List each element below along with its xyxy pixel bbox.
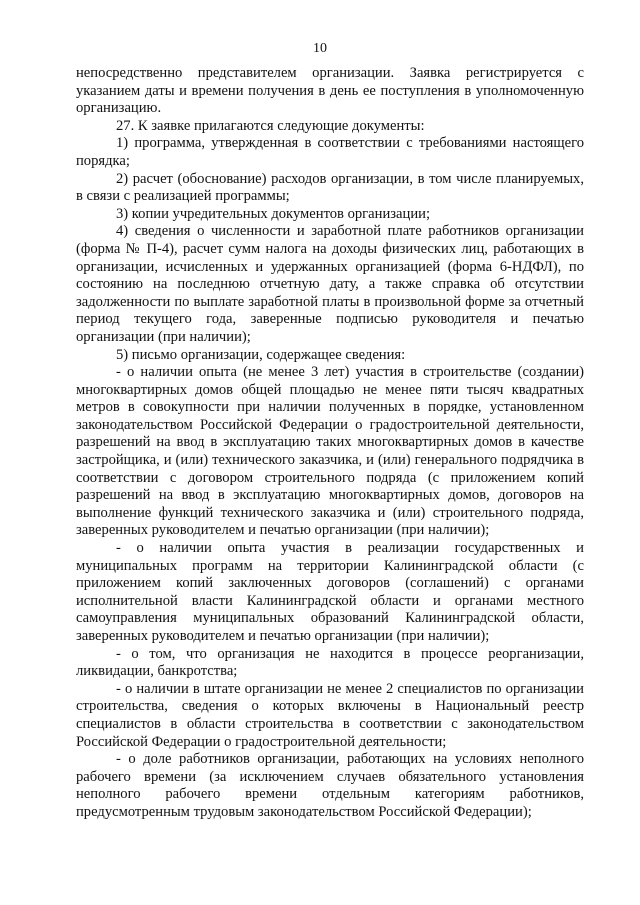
paragraph: - о наличии опыта (не менее 3 лет) участия в строительстве (создании) многоквартирных домов общей площадью не менее пяти тысяч квадратных метров в совокупности при наличии полученных в порядке, установленном законодательством Российской Федерации о градостроительной деятельности, разрешений на ввод в эксплуатацию таких многоквартирных домов в качестве застройщика, и (или) технического заказчика, и (или) генерального подрядчика в соответствии с договором строительного подряда (с приложением копий разрешений на ввод в эксплуатацию многоквартирных домов, договоров на выполнение функций технического заказчика и (или) строительного подряда, заверенных руководителем и печатью организации (при наличии); bbox=[76, 364, 584, 539]
paragraph: 4) сведения о численности и заработной плате работников организации (форма № П-4), расчет сумм налога на доходы физических лиц, работающих в организации, исчисленных и удержанных организацией (форма 6-НДФЛ), по состоянию на последнюю отчетную дату, а также справка об отсутствии задолженности по выплате заработной платы в произвольной форме за отчетный период текущего года, заверенные подписью руководителя и печатью организации (при наличии); bbox=[76, 223, 584, 345]
document-body bbox=[76, 65, 584, 822]
page-number: 10 bbox=[313, 41, 327, 56]
paragraph: - о доле работников организации, работающих на условиях неполного рабочего времени (за исключением случаев обязательного установления неполного рабочего времени отдельным категориям работников, предусмотренным трудовым законодательством Российской Федерации); bbox=[76, 751, 584, 820]
paragraph: - о том, что организация не находится в процессе реорганизации, ликвидации, банкротства; bbox=[76, 645, 584, 680]
paragraph: 27. К заявке прилагаются следующие документы: bbox=[116, 117, 425, 134]
paragraph: 2) расчет (обоснование) расходов организации, в том числе планируемых, в связи с реализацией программы; bbox=[76, 170, 584, 205]
paragraph: - о наличии опыта участия в реализации государственных и муниципальных программ на территории Калининградской области (с приложением копий заключенных договоров (соглашений) с органами исполнительной власти Калининградской области и органами местного самоуправления муниципальных образований Калининградской области, заверенных руководителем и печатью организации (при наличии); bbox=[76, 540, 584, 644]
paragraph: - о наличии в штате организации не менее 2 специалистов по организации строительства, сведения о которых включены в Национальный реестр специалистов в области строительства в соответствии с законодательством Российской Федерации о градостроительной деятельности; bbox=[76, 680, 584, 750]
paragraph: 5) письмо организации, содержащее сведения: bbox=[116, 346, 406, 363]
paragraph: непосредственно представителем организации. Заявка регистрируется с указанием даты и времени получения в день ее поступления в уполномоченную организацию. bbox=[76, 65, 584, 117]
paragraph: 1) программа, утвержденная в соответствии с требованиями настоящего порядка; bbox=[76, 135, 584, 169]
paragraph: 3) копии учредительных документов организации; bbox=[116, 205, 430, 222]
